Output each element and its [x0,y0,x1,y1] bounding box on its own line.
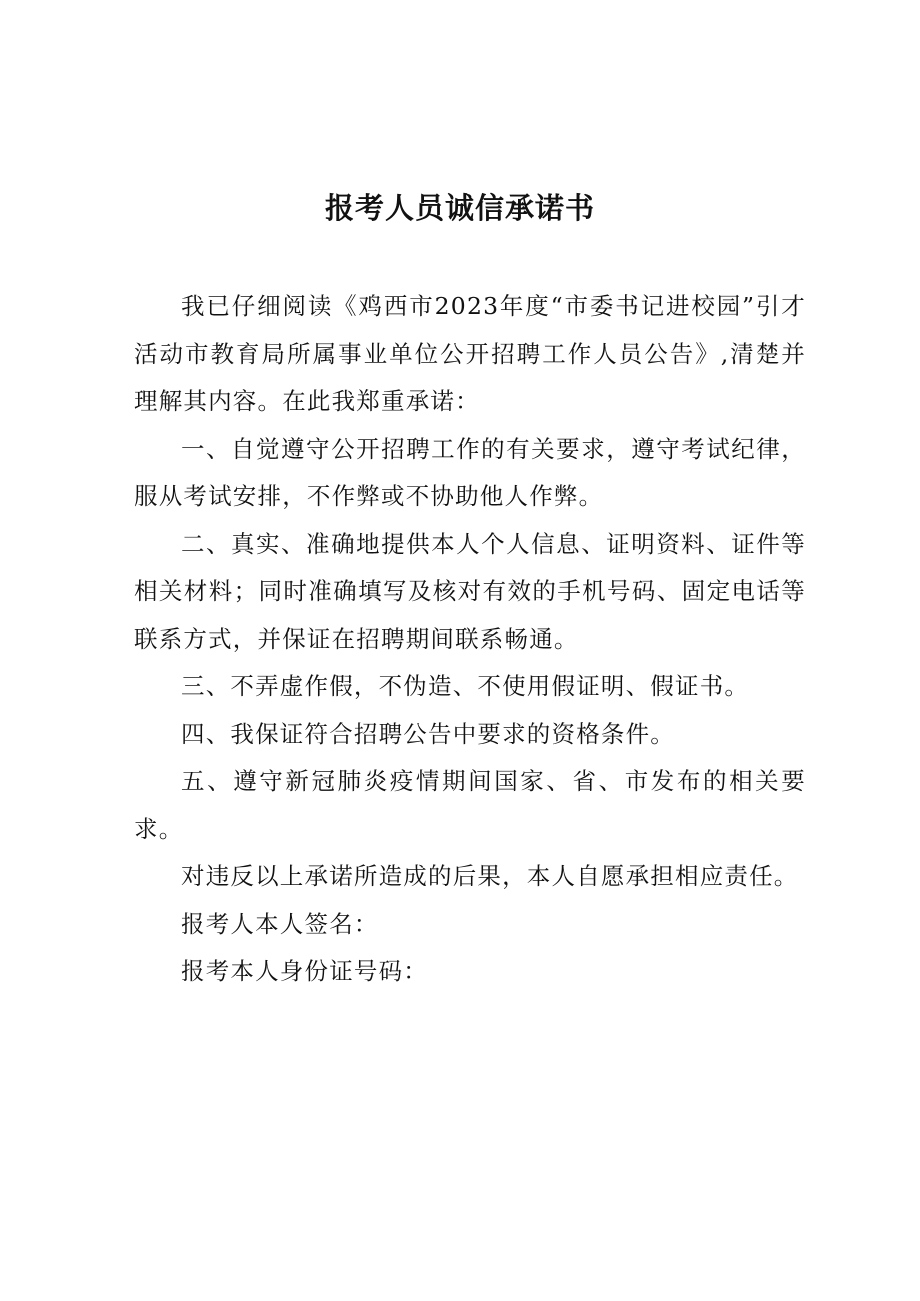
closing-statement: 对违反以上承诺所造成的后果，本人自愿承担相应责任。 [181,862,799,890]
commitment-item-4: 四、我保证符合招聘公告中要求的资格条件。 [181,719,675,748]
commitment-item-2: 二、真实、准确地提供本人个人信息、证明资料、证件等相关材料；同时准确填写及核对有效的手机号码、固定电话等联系方式，并保证在招聘期间联系畅通。 [134,529,806,653]
signature-label: 报考人本人签名： [181,909,379,938]
id-number-label: 报考本人身份证号码： [181,957,428,985]
commitment-item-3: 三、不弄虚作假，不伪造、不使用假证明、假证书。 [181,672,750,700]
document-title: 报考人员诚信承诺书 [324,191,595,225]
commitment-item-5: 五、遵守新冠肺炎疫情期间国家、省、市发布的相关要求。 [134,767,806,843]
commitment-item-1: 一、自觉遵守公开招聘工作的有关要求，遵守考试纪律，服从考试安排，不作弊或不协助他人作弊。 [134,434,806,510]
document-body [134,283,806,996]
intro-paragraph: 我已仔细阅读《鸡西市2023年度“市委书记进校园”引才活动市教育局所属事业单位公开招聘工作人员公告》,清楚并理解其内容。在此我郑重承诺： [134,292,806,415]
